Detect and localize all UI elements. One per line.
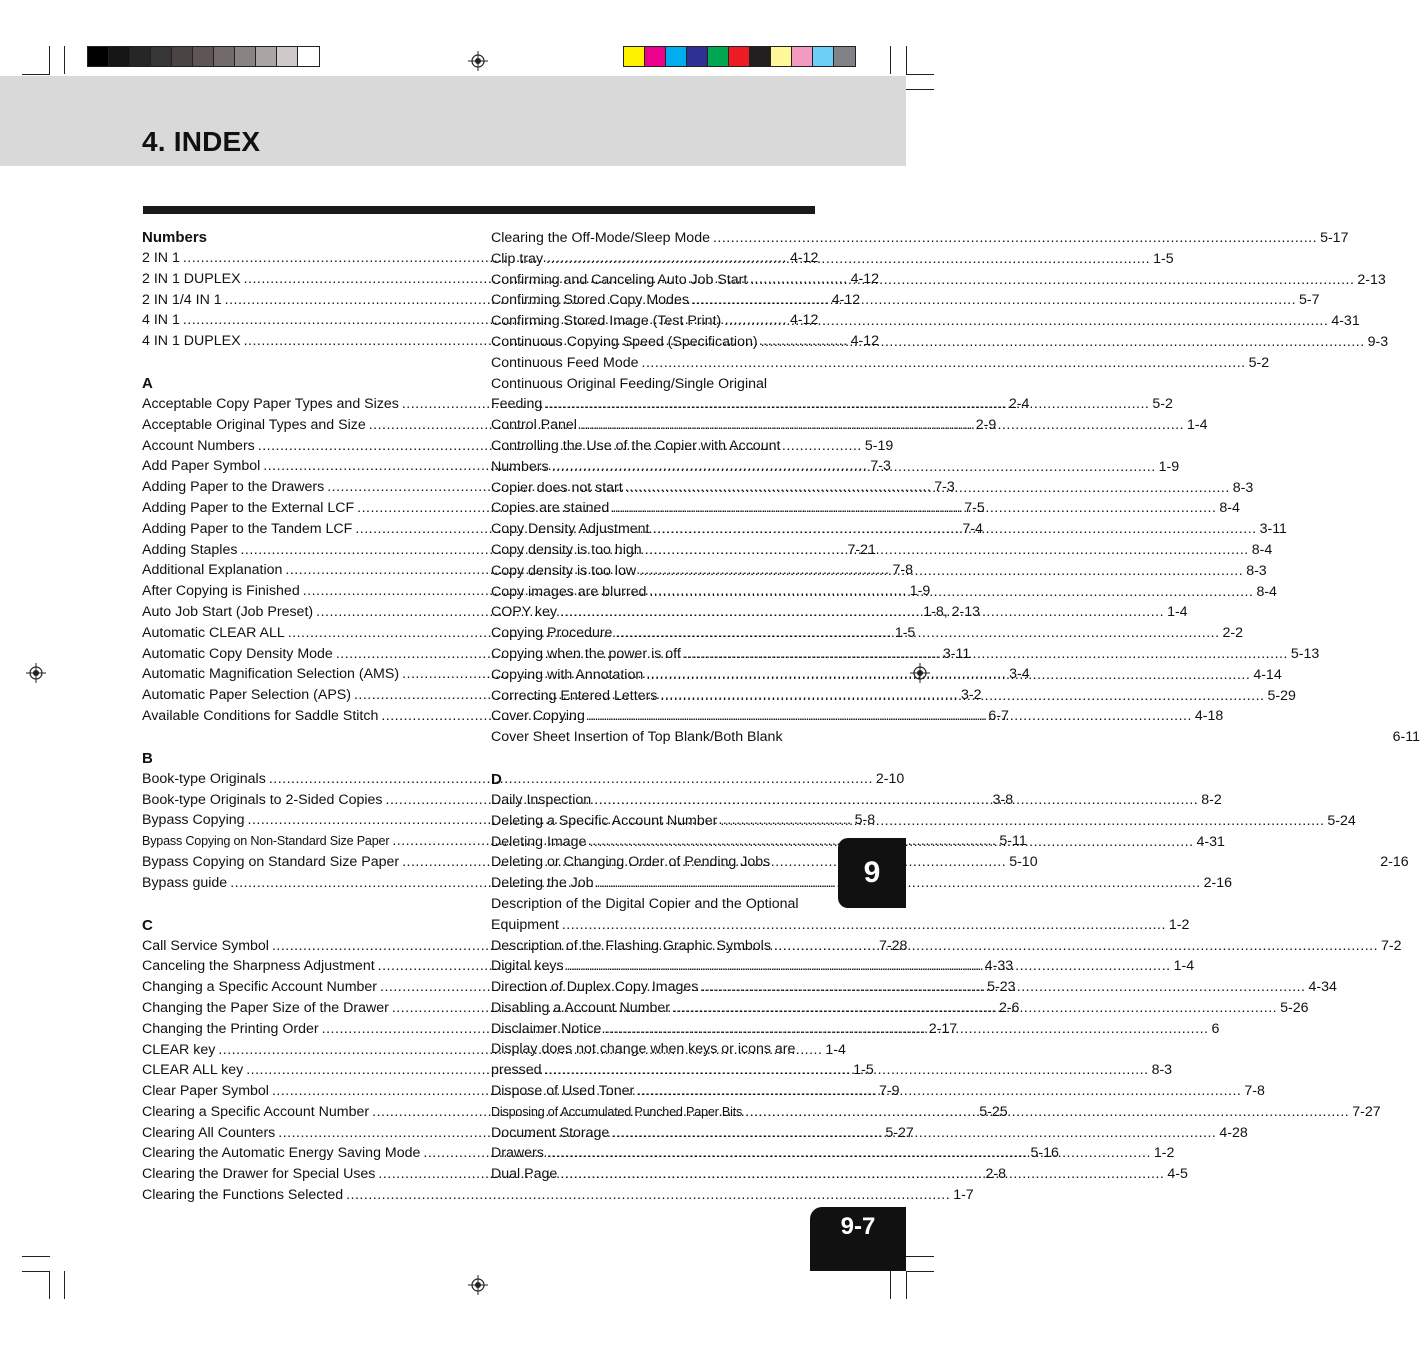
index-term: Confirming Stored Copy Modes [491, 292, 689, 309]
index-term: Copier does not start [491, 479, 623, 496]
index-page-ref: 2-9 [975, 416, 997, 433]
index-term: Acceptable Copy Paper Types and Sizes [142, 395, 399, 412]
leader-dots [545, 394, 1149, 415]
page-title: 4. INDEX [142, 126, 261, 157]
index-page-ref: 7-8 [1244, 1083, 1265, 1100]
index-page-ref: 6-7 [988, 707, 1009, 724]
index-term: Clip tray [491, 250, 544, 267]
registration-mark-icon [468, 51, 488, 71]
crop-mark [64, 46, 65, 74]
crop-mark [22, 1271, 50, 1272]
index-page-ref: 8-3 [1151, 1062, 1173, 1079]
index-page-ref: 3-11 [942, 645, 971, 662]
index-term: Bypass Copying on Non-Standard Size Paper [142, 834, 390, 849]
color-swatch [130, 47, 151, 66]
index-page-ref: 5-27 [885, 1124, 914, 1141]
index-term: pressed [491, 1062, 542, 1079]
index-page-ref: 7-3 [934, 479, 955, 496]
index-term: CLEAR key [142, 1041, 216, 1058]
index-page-ref: 3-2 [961, 687, 982, 704]
color-swatch [666, 47, 687, 66]
color-calibration-bar [623, 46, 856, 67]
leader-dots [594, 790, 1198, 811]
index-term: Direction of Duplex Copy Images [491, 979, 699, 996]
index-page-ref: 2-2 [1222, 625, 1244, 642]
leader-dots [660, 686, 1264, 707]
crop-mark [906, 1256, 934, 1257]
index-term: Daily Inspection [491, 791, 592, 808]
leader-dots [649, 582, 1253, 603]
index-term: Confirming Stored Image (Test Print) [491, 313, 722, 330]
color-swatch [109, 47, 130, 66]
color-swatch [193, 47, 214, 66]
leader-dots [692, 290, 1296, 311]
index-term: Adding Staples [142, 541, 238, 558]
index-entry [491, 727, 1420, 748]
leader-dots [653, 519, 1257, 540]
index-entry [491, 873, 1233, 894]
color-swatch [151, 47, 172, 66]
crop-mark [906, 74, 934, 75]
index-page-ref: 5-29 [1267, 687, 1296, 704]
index-term: Adding Paper to the Drawers [142, 479, 325, 496]
index-page-ref: 5-2 [1248, 354, 1270, 371]
leader-dots [604, 1019, 1208, 1040]
index-page-ref: 1-5 [1153, 250, 1174, 267]
index-page-ref: 5-24 [1327, 812, 1356, 829]
index-term: Copy density is too low [491, 562, 637, 579]
index-term: Dispose of Used Toner [491, 1083, 635, 1100]
index-page-ref: 3-8 [992, 791, 1014, 808]
index-page-ref: 7-9 [879, 1083, 900, 1100]
leader-dots [615, 623, 1219, 644]
index-page-ref: 1-4 [825, 1041, 846, 1058]
index-page-ref: 1-2 [1168, 916, 1190, 933]
leader-dots [639, 561, 1243, 582]
index-entry [142, 873, 465, 894]
index-page-ref: 4-34 [1308, 979, 1337, 996]
index-term: Feeding [491, 396, 543, 413]
page-number: 9-7 [810, 1207, 906, 1271]
crop-mark [49, 46, 50, 74]
color-swatch [214, 47, 235, 66]
index-term: Correcting Entered Letters [491, 687, 658, 704]
index-page-ref: 4-5 [1167, 1166, 1188, 1183]
index-term: Disabling a Account Number [491, 999, 671, 1016]
index-page-ref: 7-2 [1381, 937, 1402, 954]
color-swatch [729, 47, 750, 66]
section-gap [142, 727, 465, 748]
index-page-ref: 5-8 [854, 812, 876, 829]
leader-dots [560, 1164, 1164, 1185]
index-page-ref: 7-8 [892, 562, 913, 579]
index-term: Continuous Feed Mode [491, 354, 639, 371]
index-term: Copying Procedure [491, 625, 613, 642]
leader-dots [645, 540, 1249, 561]
index-page-ref: 1-5 [894, 624, 916, 641]
index-term: Clear Paper Symbol [142, 1083, 269, 1100]
index-term: Copying when the power is off [491, 645, 681, 662]
index-page-ref: 1-5 [853, 1062, 874, 1079]
leader-dots [713, 228, 1317, 249]
index-page-ref: 4-28 [1219, 1124, 1248, 1141]
index-term: Clearing the Automatic Energy Saving Mode [142, 1145, 421, 1162]
index-term: Available Conditions for Saddle Stitch [142, 707, 379, 724]
index-page-ref: 7-5 [964, 499, 985, 516]
index-page-ref: 2-17 [928, 1020, 958, 1037]
leader-dots [562, 915, 1166, 936]
index-entry [142, 1185, 974, 1206]
index-term: After Copying is Finished [142, 583, 300, 600]
leader-dots [560, 602, 1164, 623]
leader-dots [701, 977, 1305, 998]
index-term: Description of the Flashing Graphic Symbols [491, 937, 771, 954]
index-page-ref: 1-8, 2-13 [923, 603, 980, 620]
index-term: Clearing All Counters [142, 1124, 276, 1141]
crop-mark [890, 46, 891, 74]
index-term: Deleting or Changing Order of Pending Jobs [491, 854, 771, 871]
chapter-tab: 9 [838, 838, 906, 908]
index-term: COPY key [491, 604, 557, 621]
color-swatch [277, 47, 298, 66]
crop-mark [906, 89, 934, 90]
index-term: Adding Paper to the External LCF [142, 499, 355, 516]
gray-calibration-bar [87, 46, 320, 67]
index-page-ref: 4-12 [789, 250, 819, 266]
crop-mark [22, 1256, 50, 1257]
color-swatch [771, 47, 792, 66]
index-page-ref: 5-11 [999, 833, 1027, 850]
color-swatch [750, 47, 771, 66]
index-term: 2 IN 1 DUPLEX [142, 270, 241, 287]
color-swatch [834, 47, 855, 66]
index-page-ref: 5-25 [979, 1103, 1008, 1120]
index-term: Call Service Symbol [142, 937, 269, 954]
color-swatch [624, 47, 645, 66]
index-term: CLEAR ALL key [142, 1062, 244, 1079]
index-page-ref: 3-11 [1259, 521, 1287, 538]
index-term: Disposing of Accumulated Punched Paper Bits [491, 1104, 743, 1119]
section-gap [142, 352, 465, 373]
index-term: Bypass guide [142, 874, 228, 891]
index-term: Automatic Magnification Selection (AMS) [142, 666, 400, 683]
index-page-ref: 1-7 [953, 1187, 974, 1204]
index-section-heading: C [142, 916, 153, 934]
leader-dots [547, 1143, 1151, 1164]
index-term: Disclaimer Notice [491, 1020, 602, 1037]
color-swatch [813, 47, 834, 66]
index-page-ref: 6-11 [1392, 729, 1420, 746]
index-page-ref: 5-17 [1320, 230, 1349, 246]
index-term: Control Panel [491, 417, 577, 434]
index-page-ref: 9-3 [1367, 333, 1389, 350]
section-rule [143, 206, 815, 214]
index-entry [491, 228, 1349, 249]
leader-dots [544, 1060, 1148, 1081]
index-page-ref: 5-2 [1152, 396, 1173, 413]
color-swatch [708, 47, 729, 66]
index-page-ref: 5-13 [1290, 645, 1320, 662]
index-page-ref: 1-9 [909, 583, 931, 600]
index-term: Copy Density Adjustment [491, 521, 650, 538]
index-term: Copy images are blurred [491, 583, 647, 600]
index-page-ref: 1-2 [1153, 1145, 1175, 1162]
index-page-ref: 2-8 [985, 1166, 1006, 1183]
color-swatch [792, 47, 813, 66]
index-term: 2 IN 1 [142, 250, 180, 266]
index-term: Additional Explanation [142, 562, 283, 579]
index-page-ref: 8-3 [1232, 479, 1254, 496]
index-page-ref: 8-4 [1251, 541, 1273, 558]
index-page-ref: 5-16 [1030, 1145, 1059, 1162]
index-page-ref: 7-21 [847, 541, 876, 558]
index-entry-continued: Display does not change when keys or icons are [491, 1041, 796, 1058]
index-page-ref: 2-6 [998, 999, 1020, 1016]
index-page-ref: 4-31 [1196, 833, 1225, 850]
index-entry [491, 998, 1309, 1019]
index-entry [142, 769, 905, 790]
index-term: Acceptable Original Types and Size [142, 416, 366, 433]
index-entry-continued: Continuous Original Feeding/Single Original [491, 375, 768, 392]
index-page-ref: 4-33 [984, 958, 1014, 975]
index-term: Bypass Copying on Standard Size Paper [142, 853, 400, 870]
leader-dots [646, 665, 1250, 686]
color-swatch [298, 47, 319, 66]
color-swatch [687, 47, 708, 66]
index-term: Adding Paper to the Tandem LCF [142, 520, 353, 537]
index-page-ref: 1-4 [1167, 604, 1188, 621]
index-page-ref: 7-27 [1352, 1103, 1381, 1120]
color-swatch [235, 47, 256, 66]
index-page-ref: 5-7 [1299, 292, 1320, 309]
index-entry [491, 353, 1270, 374]
index-page-ref: 8-4 [1219, 500, 1240, 517]
index-term: Clearing the Off-Mode/Sleep Mode [491, 230, 710, 246]
index-section-heading: D [491, 770, 502, 788]
index-term: Book-type Originals to 2-Sided Copies [142, 791, 383, 808]
color-swatch [172, 47, 193, 66]
index-page-ref: 6 [1211, 1020, 1220, 1037]
leader-dots [612, 1123, 1216, 1144]
index-page-ref: 7-4 [962, 520, 983, 537]
crop-mark [49, 1271, 50, 1299]
index-term: Changing the Paper Size of the Drawer [142, 999, 389, 1016]
index-term: Document Storage [491, 1124, 610, 1141]
crop-mark [64, 1271, 65, 1299]
index-page-ref: 8-3 [1246, 562, 1267, 579]
leader-dots [552, 457, 1156, 478]
index-page-ref: 4-14 [1253, 666, 1282, 683]
index-term: Changing a Specific Account Number [142, 979, 378, 996]
index-term: Automatic Copy Density Mode [142, 645, 333, 662]
color-swatch [88, 47, 109, 66]
leader-dots [546, 249, 1150, 270]
leader-dots [346, 1185, 950, 1206]
index-page-ref: 1-4 [1187, 417, 1208, 434]
index-term: Add Paper Symbol [142, 458, 261, 475]
registration-mark-icon [468, 1275, 488, 1295]
index-term: Numbers [491, 458, 549, 475]
leader-dots [720, 811, 1324, 832]
index-term: Book-type Originals [142, 770, 266, 787]
index-term: Dual Page [491, 1166, 558, 1183]
index-term: Continuous Copying Speed (Specification) [491, 333, 758, 350]
index-page-ref: 8-2 [1201, 791, 1222, 808]
index-term: Canceling the Sharpness Adjustment [142, 958, 375, 975]
index-section-heading: Numbers [142, 229, 208, 246]
crop-mark [906, 46, 907, 74]
index-term: Deleting the Job [491, 875, 594, 892]
index-term: 2 IN 1/4 IN 1 [142, 291, 222, 308]
index-entry-continued: Description of the Digital Copier and the Optional [491, 895, 799, 912]
leader-dots [774, 936, 1378, 957]
index-term: Confirming and Canceling Auto Job Start [491, 271, 748, 288]
leader-dots [684, 644, 1288, 665]
index-term: Copy density is too high [491, 541, 642, 558]
index-page-ref: 5-19 [864, 437, 894, 454]
index-page-ref: 4-12 [850, 270, 880, 287]
crop-mark [22, 74, 50, 75]
index-term: 4 IN 1 DUPLEX [142, 333, 241, 350]
leader-dots [761, 332, 1365, 353]
index-term: Cover Sheet Insertion of Top Blank/Both Blank [491, 729, 783, 746]
index-term: Equipment [491, 916, 559, 933]
leader-dots [750, 270, 1354, 291]
leader-dots [626, 478, 1230, 499]
section-gap [142, 894, 465, 915]
leader-dots [567, 956, 1171, 977]
index-term: Bypass Copying [142, 812, 245, 829]
index-section-heading: B [142, 749, 153, 767]
index-page-ref: 4-12 [831, 291, 861, 308]
leader-dots [724, 311, 1328, 332]
index-page-ref: 5-23 [987, 979, 1016, 996]
index-term: Deleting Image [491, 833, 587, 850]
leader-dots [745, 1102, 1349, 1123]
index-page-ref: 5-26 [1280, 999, 1309, 1016]
leader-dots [673, 998, 1277, 1019]
index-page-ref: 1-9 [1158, 458, 1180, 475]
index-page-ref: 8-4 [1256, 583, 1277, 600]
registration-mark-icon [26, 663, 46, 683]
index-page-ref: 2-4 [1008, 395, 1030, 412]
leader-dots [642, 353, 1246, 374]
index-term: Clearing the Drawer for Special Uses [142, 1166, 376, 1183]
index-page-ref: 7-28 [879, 937, 908, 954]
index-term: Copies are stained [491, 500, 610, 517]
index-page-ref: 7-3 [870, 458, 891, 475]
crop-mark [906, 1271, 907, 1299]
leader-dots [580, 415, 1184, 436]
index-page-ref: 2-13 [1357, 271, 1386, 288]
leader-dots [588, 706, 1192, 727]
header-band [0, 76, 906, 166]
color-swatch [256, 47, 277, 66]
index-term: 4 IN 1 [142, 312, 180, 329]
index-term: Deleting a Specific Account Number [491, 812, 718, 829]
index-page-ref: 4-31 [1331, 313, 1360, 330]
index-page-ref: 5-10 [1009, 853, 1038, 870]
index-page-ref: 2-10 [875, 770, 905, 787]
index-page-ref: 3-4 [1009, 666, 1030, 683]
index-entry [491, 915, 1190, 936]
crop-mark [890, 1271, 891, 1299]
index-term: Changing the Printing Order [142, 1020, 319, 1037]
index-page-ref: 2-16 [1380, 854, 1409, 871]
index-page-ref: 4-12 [850, 333, 880, 350]
index-page-ref: 1-4 [1173, 958, 1195, 975]
index-term: Clearing the Functions Selected [142, 1187, 344, 1204]
index-page-ref: 2-16 [1203, 875, 1233, 892]
index-page-ref: 4-12 [789, 312, 819, 329]
crop-mark [906, 1271, 934, 1272]
index-term: Cover Copying [491, 708, 585, 725]
index-term: Automatic CLEAR ALL [142, 624, 285, 641]
index-term: Clearing a Specific Account Number [142, 1103, 370, 1120]
leader-dots [612, 498, 1216, 519]
index-term: Auto Job Start (Job Preset) [142, 603, 314, 620]
index-page-ref: 4-18 [1194, 708, 1224, 725]
index-term: Drawers [491, 1145, 544, 1162]
index-term: Account Numbers [142, 437, 255, 454]
index-entry [491, 249, 1174, 270]
index-term: Digital keys [491, 958, 564, 975]
index-entry-continued: Controlling the Use of the Copier with Account [491, 437, 781, 454]
leader-dots [637, 1081, 1241, 1102]
index-term: Copying with Annotation [491, 666, 644, 683]
index-term: Automatic Paper Selection (APS) [142, 687, 351, 704]
index-section-heading: A [142, 374, 153, 392]
color-swatch [645, 47, 666, 66]
section-gap [491, 748, 814, 769]
index-entry [491, 311, 1360, 332]
